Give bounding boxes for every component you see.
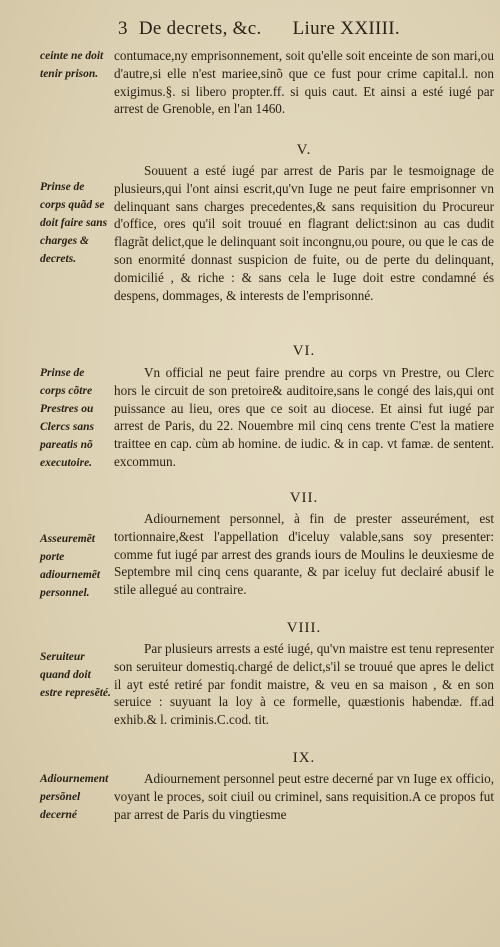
paragraph [114, 510, 494, 599]
margin-note: Prinse de corps cõtre Prestres ou Clercs sans pareatis nõ executoire. [40, 367, 94, 469]
section-number: V. [296, 142, 312, 158]
margin-note: ceinte ne doit tenir prison. [40, 50, 104, 80]
paragraph-text: Par plusieurs arrests a esté iugé, qu'vn maistre est tenu representer son seruiteur domestiq.chargé de delict,s'il se trouué que apres le delict il ayt esté retiré par fondit maistre, & veu en sa maison , & en son seruice : suyuant la loy à ce formelle, quæstionis habendæ. ff.ad exhib.& l. criminis.C.cod. tit. [114, 641, 494, 728]
paragraph [114, 770, 494, 823]
section-number: IX. [292, 750, 316, 766]
running-title: De decrets, &c. [138, 18, 262, 39]
section-number: VII. [289, 490, 319, 506]
paragraph [114, 47, 494, 118]
paragraph [114, 364, 494, 471]
page-number: 3 [118, 18, 128, 39]
margin-note: Prinse de corps quãd se doit faire sans charges & decrets. [40, 181, 108, 265]
running-header [118, 18, 493, 40]
margin-note: Asseuremẽt porte adiournemẽt personnel. [40, 533, 101, 599]
paragraph-text: Souuent a esté iugé par arrest de Paris par le tesmoignage de plusieurs,qui l'ont ainsi escrit,qu'vn Iuge ne peut faire emprisonner vn delinquant sans charges precedentes,& sans requisition du Procureur d'office, ores qu'il soit trouué en flagrant delict:sinon au cas dudit flagrãt delict,que le delinquant soit incongnu,ou poure, ou que le cas de son enormité donnast suspicion de fuite, ou de perte du delinquant, domicilié , & riche : & sans cela le Iuge doit estre condamné és despens, dommages, & interests de l'emprisonné. [114, 163, 494, 303]
paragraph [114, 162, 494, 304]
section-number: VIII. [286, 620, 322, 636]
margin-note: Adiournement persõnel decerné [40, 773, 109, 821]
margin-note: Seruiteur quand doit estre represẽté. [40, 651, 111, 699]
book-label: Liure XXIIII. [292, 18, 400, 39]
paragraph-text: contumace,ny emprisonnement, soit qu'elle soit enceinte de son mari,ou d'autre,si elle n'est mariee,sinõ que ce fust pour crime capital.l. non exigimus.§. si libero propter.ff. si quis caut. Et ainsi a esté iugé par arrest de Grenoble, en l'an 1460. [114, 48, 494, 117]
section-number: VI. [292, 343, 316, 359]
paragraph-text: Adiournement personnel, à fin de prester asseurément, est tortionnaire,&est l'appellation d'iceluy valable,sans soy presenter: comme fut iugé par arrest des grands iours de Moulins le deuxiesme de Septembre mil cinq cens quarante, & par iceluy fut declairé abusif le stile allegué au contraire. [114, 511, 494, 598]
paragraph-text: Vn official ne peut faire prendre au corps vn Prestre, ou Clerc hors le circuit de son pretoire& auditoire,sans le congé des lais,qui ont puissance au lieu, ores que ce soit au diocese. Et ainsi fut iugé par arrest de Paris, du 22. Nouembre mil cinq cens trente C'est la matiere traittee en cap. cùm ab homine. de iudic. & in cap. vt famæ. de sentent. excommun. [114, 365, 494, 469]
paragraph-text: Adiournement personnel peut estre decerné par vn Iuge ex officio, voyant le proces, soit ciuil ou criminel, sans requisition.A ce propos fut par arrest de Paris du vingtiesme [114, 771, 494, 822]
paragraph [114, 640, 494, 729]
